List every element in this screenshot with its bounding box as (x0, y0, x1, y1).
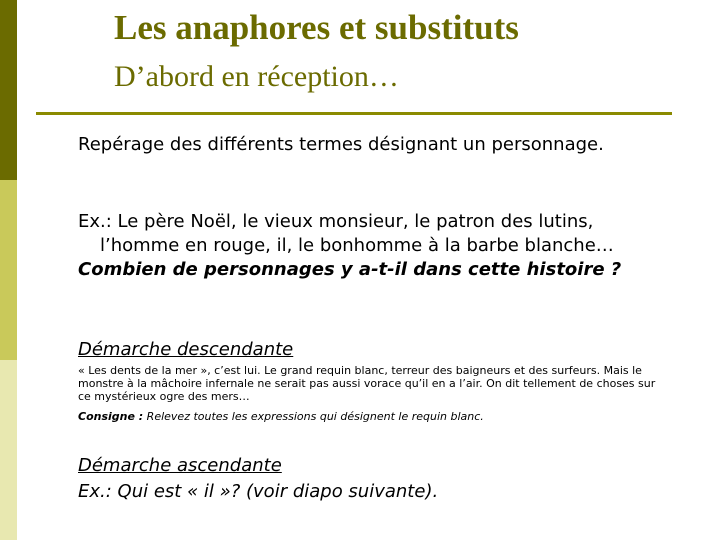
descendante-text-line-2: monstre à la mâchoire infernale ne serait pas aussi vorace qu’il en a l’air. On dit tellement de choses sur (78, 377, 656, 390)
ascendante-text: Ex.: Qui est « il »? (voir diapo suivante). (78, 481, 439, 502)
title-divider (36, 112, 672, 115)
consigne-text: Relevez toutes les expressions qui désignent le requin blanc. (143, 410, 484, 423)
consigne-line (78, 410, 714, 423)
accent-block-mid (0, 180, 17, 360)
slide-subtitle: D’abord en réception… (114, 60, 399, 93)
example-line-2: l’homme en rouge, il, le bonhomme à la barbe blanche… (100, 235, 614, 256)
descendante-text-line-3: ce mystérieux ogre des mers… (78, 390, 250, 403)
consigne-label: Consigne : (78, 410, 144, 423)
intro-line: Repérage des différents termes désignant un personnage. (78, 134, 604, 155)
ascendante-heading: Démarche ascendante (78, 455, 282, 476)
question-line: Combien de personnages y a-t-il dans cette histoire ? (78, 259, 622, 280)
accent-block-dark (0, 0, 17, 180)
left-accent-bar (0, 0, 17, 540)
slide-title: Les anaphores et substituts (114, 8, 519, 47)
example-line-1: Ex.: Le père Noël, le vieux monsieur, le patron des lutins, (78, 211, 594, 232)
descendante-text-line-1: « Les dents de la mer », c’est lui. Le grand requin blanc, terreur des baigneurs et des surfeurs. Mais le (78, 364, 642, 377)
descendante-heading: Démarche descendante (78, 339, 294, 360)
accent-block-light (0, 360, 17, 540)
